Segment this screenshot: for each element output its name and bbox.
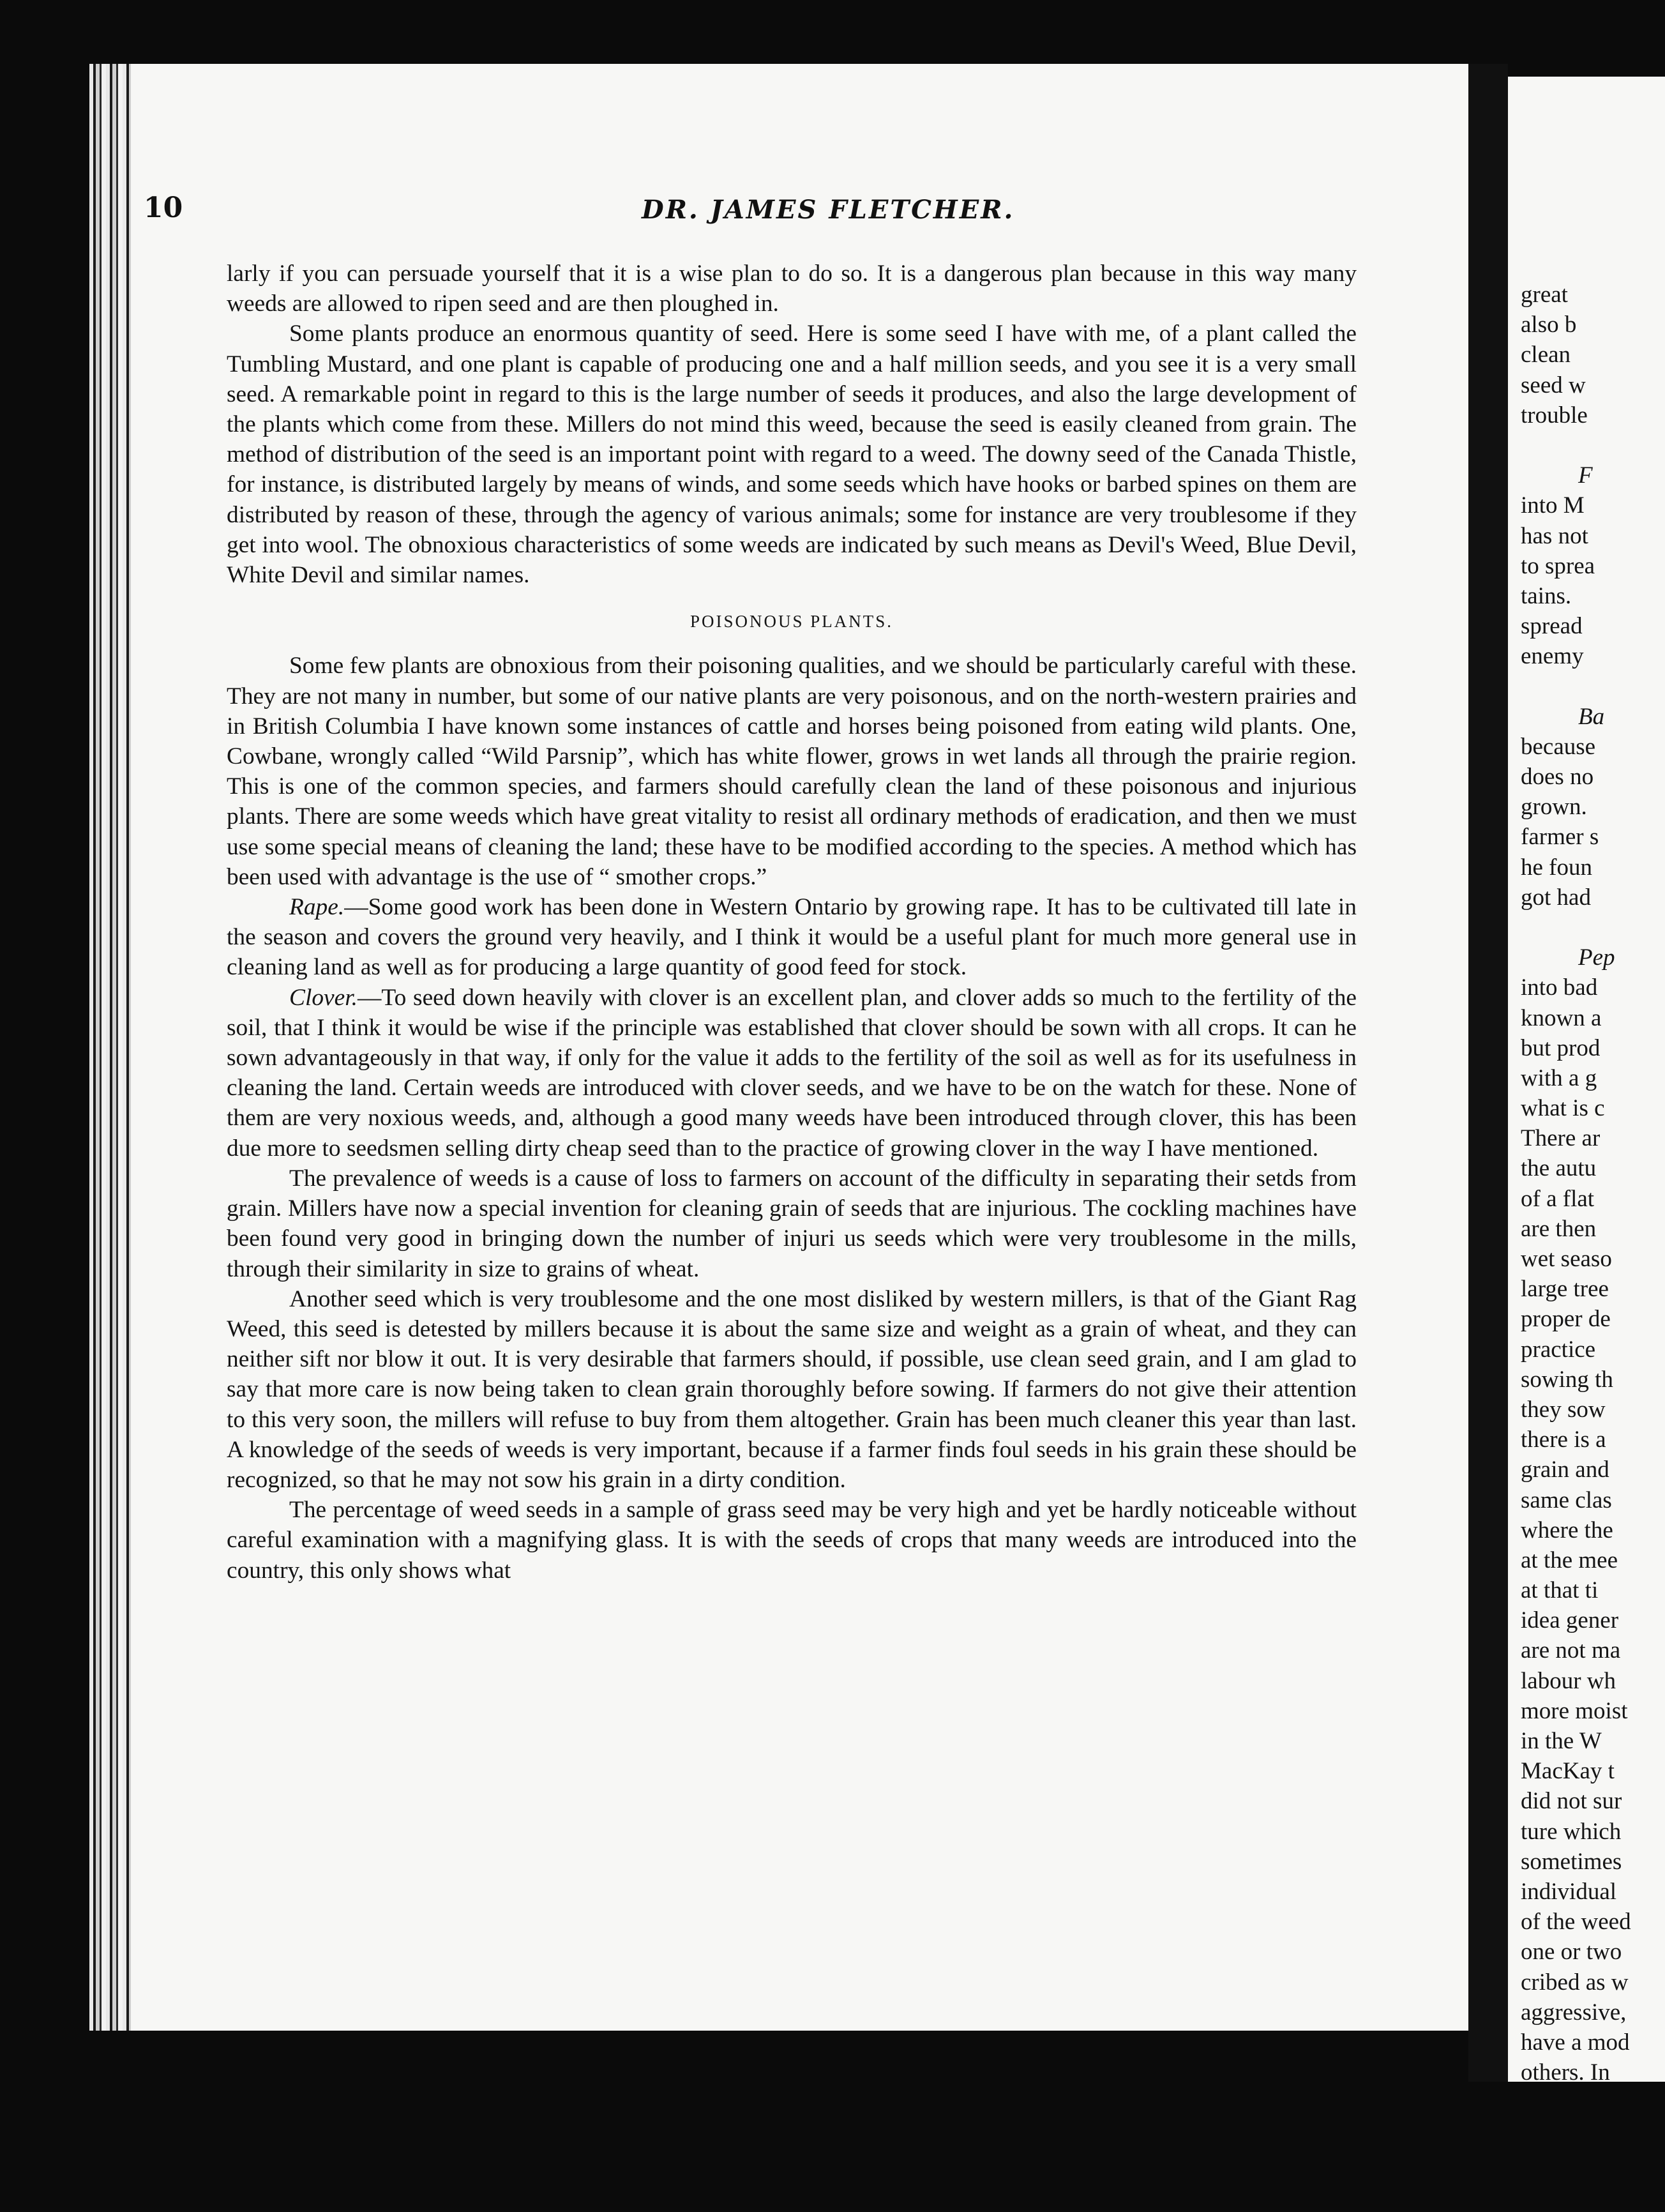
- paragraph-rape: [227, 892, 1357, 983]
- right-page-line: individual: [1521, 1878, 1617, 1905]
- left-page-body: [227, 259, 1357, 1586]
- right-page-line: proper de: [1521, 1306, 1611, 1333]
- right-page-line: sometimes: [1521, 1848, 1622, 1875]
- right-page-line: practice: [1521, 1336, 1596, 1363]
- right-page-line: large tree: [1521, 1276, 1609, 1303]
- right-page-line: There ar: [1521, 1125, 1601, 1152]
- right-page-line: does no: [1521, 764, 1594, 790]
- paragraph-grass-seed: The percentage of weed seeds in a sample of grass seed may be very high and yet be hardly noticeable without careful examination with a magnifying glass. It is with the seeds of crops that many weeds are introduced into the country, this only shows what: [227, 1497, 1357, 1584]
- right-page-line: tains.: [1521, 582, 1572, 609]
- right-page-line: in the W: [1521, 1728, 1602, 1754]
- right-page-line: [1521, 913, 1665, 943]
- right-page-line: grain and: [1521, 1457, 1609, 1483]
- right-page-line: what is c: [1521, 1095, 1605, 1122]
- right-page-line: enemy: [1521, 643, 1584, 670]
- right-page-line: with a g: [1521, 1064, 1597, 1091]
- right-page-line: [1521, 430, 1665, 460]
- right-page-line: they sow: [1521, 1396, 1606, 1423]
- right-page-line: MacKay t: [1521, 1758, 1615, 1785]
- right-page-line: there is a: [1521, 1427, 1606, 1453]
- right-page-line: at the mee: [1521, 1547, 1618, 1573]
- right-page-line: of a flat: [1521, 1185, 1595, 1212]
- right-page-line: farmer s: [1521, 824, 1599, 851]
- right-page-line: great: [1521, 282, 1568, 308]
- right-page-line: idea gener: [1521, 1607, 1619, 1634]
- right-page-line: have a mod: [1521, 2029, 1630, 2056]
- clover-label: Clover.: [289, 984, 358, 1011]
- right-page-line: ture which: [1521, 1818, 1622, 1845]
- right-page-line: seed w: [1521, 372, 1586, 398]
- right-page-line: aggressive,: [1521, 1999, 1627, 2026]
- paragraph-clover: [227, 983, 1357, 1163]
- page-gutter: [1468, 64, 1508, 2082]
- paragraph-giant-rag-weed: Another seed which is very troublesome and the one most disliked by western millers, is that of the Giant Rag Weed, this seed is detested by millers because it is about the same size and weight as a grain of wheat, and they can neither sift nor blow it out. It is very desirable that farmers should, if possible, use clean seed grain, and I am glad to say that more care is now being taken to clean grain thoroughly before sowing. If farmers do not give their attention to this very soon, the millers will refuse to buy from them altogether. Grain has been much cleaner this year than last. A knowledge of the seeds of weeds is very important, because if a farmer finds foul seeds in his grain these should be recognized, so that he may not sow his grain in a dirty condition.: [227, 1285, 1357, 1493]
- right-page-line: labour wh: [1521, 1667, 1616, 1694]
- right-page-line: cribed as w: [1521, 1969, 1629, 1996]
- right-page-line: into bad: [1521, 974, 1598, 1001]
- right-page-line: trouble: [1521, 402, 1588, 428]
- right-page-line: more moist: [1521, 1697, 1628, 1724]
- right-page-line: into M: [1521, 492, 1585, 519]
- right-page-line: others. In: [1521, 2059, 1610, 2082]
- right-page-line: spread: [1521, 613, 1583, 640]
- rape-text: —Some good work has been done in Western Ontario by growing rape. It has to be cultivated till late in the season and covers the ground very heavily, and I think it would be a useful plant for much more general use in cleaning land as well as for producing a large quantity of good feed for stock.: [227, 894, 1357, 981]
- right-page-text-fragments: [1521, 280, 1665, 2082]
- right-page-line: grown.: [1521, 794, 1587, 821]
- right-page-line: known a: [1521, 1004, 1602, 1031]
- right-page-line: of the weed: [1521, 1909, 1631, 1936]
- right-page-line: F: [1578, 462, 1593, 489]
- paragraph-continuation: larly if you can persuade yourself that it is a wise plan to do so. It is a dangerous plan because in this way many weeds are allowed to ripen seed and are then ploughed in.: [227, 261, 1357, 317]
- right-page-line: got had: [1521, 884, 1591, 911]
- book-binding-edge: [89, 64, 134, 2031]
- right-page-line: to sprea: [1521, 552, 1595, 579]
- page-number: 10: [144, 192, 183, 224]
- right-page-line: are then: [1521, 1215, 1597, 1242]
- paragraph-poisonous-plants: Some few plants are obnoxious from their poisoning qualities, and we should be particularly careful with these. They are not many in number, but some of our native plants are very poisonous, and on the north-western prairies and in British Columbia I have known some instances of cattle and horses being poisoned from eating wild plants. One, Cowbane, wrongly called “Wild Parsnip”, which has white flower, grows in wet lands all through the prairie region. This is one of the common species, and farmers should carefully clean the land of these poisonous and injurious plants. There are some weeds which have great vitality to resist all ordinary methods of eradication, and then we must use some special means of cleaning the land; these have to be modified according to the species. A method which has been used with advantage is the use of “ smother crops.”: [227, 653, 1357, 890]
- right-page-line: same clas: [1521, 1487, 1612, 1513]
- right-page-line: where the: [1521, 1517, 1613, 1543]
- right-page-line: because: [1521, 733, 1596, 760]
- right-page-line: also b: [1521, 312, 1577, 338]
- right-page-line: but prod: [1521, 1034, 1601, 1061]
- right-page-line: has not: [1521, 522, 1588, 549]
- section-heading: POISONOUS PLANTS.: [689, 612, 894, 632]
- running-head: DR. JAMES FLETCHER.: [642, 195, 1015, 225]
- right-page-line: he foun: [1521, 854, 1592, 881]
- right-page-line: the autu: [1521, 1155, 1597, 1182]
- right-page: [1508, 77, 1665, 2082]
- right-page-line: did not sur: [1521, 1788, 1622, 1815]
- right-page-line: clean: [1521, 342, 1571, 368]
- right-page-line: wet seaso: [1521, 1246, 1612, 1272]
- right-page-line: [1521, 671, 1665, 701]
- paragraph-prevalence: The prevalence of weeds is a cause of loss to farmers on account of the difficulty in separating their setds from grain. Millers have now a special invention for cleaning grain of seeds that are injurious. The cockling machines have been found very good in bringing down the number of injuri us seeds which were very troublesome in the mills, through their similarity in size to grains of wheat.: [227, 1165, 1357, 1282]
- right-page-line: are not ma: [1521, 1637, 1621, 1664]
- right-page-line: at that ti: [1521, 1577, 1599, 1604]
- right-page-line: sowing th: [1521, 1366, 1613, 1393]
- rape-label: Rape.: [289, 894, 345, 921]
- paragraph-tumbling-mustard: Some plants produce an enormous quantity of seed. Here is some seed I have with me, of a plant called the Tumbling Mustard, and one plant is capable of producing one and a half million seeds, and you see it is a very small seed. A remarkable point in regard to this is the large number of seeds it produces, and also the large development of the plants which come from these. Millers do not mind this weed, because the seed is easily cleaned from grain. The method of distribution of the seed is an important point with regard to a weed. The downy seed of the Canada Thistle, for instance, is distributed largely by means of winds, and some seeds which have hooks or barbed spines on them are distributed by reason of these, through the agency of various animals; some for instance are very troublesome if they get into wool. The obnoxious characteristics of some weeds are indicated by such means as Devil's Weed, Blue Devil, White Devil and similar names.: [227, 321, 1357, 589]
- right-page-line: Pep: [1578, 944, 1615, 971]
- right-page-line: Ba: [1578, 703, 1605, 730]
- clover-text: —To seed down heavily with clover is an excellent plan, and clover adds so much to the fertility of the soil, that I think it would be wise if the principle was established that clover should be sown with all crops. It can he sown advantageously in that way, if only for the value it adds to the fertility of the soil as well as for its usefulness in cleaning the land. Certain weeds are introduced with clover seeds, and we have to be on the watch for these. None of them are very noxious weeds, and, although a good many weeds have been introduced through clover, this has been due more to seedsmen selling dirty cheap seed than to the practice of growing clover in the way I have mentioned.: [227, 984, 1357, 1162]
- right-page-line: one or two: [1521, 1939, 1622, 1966]
